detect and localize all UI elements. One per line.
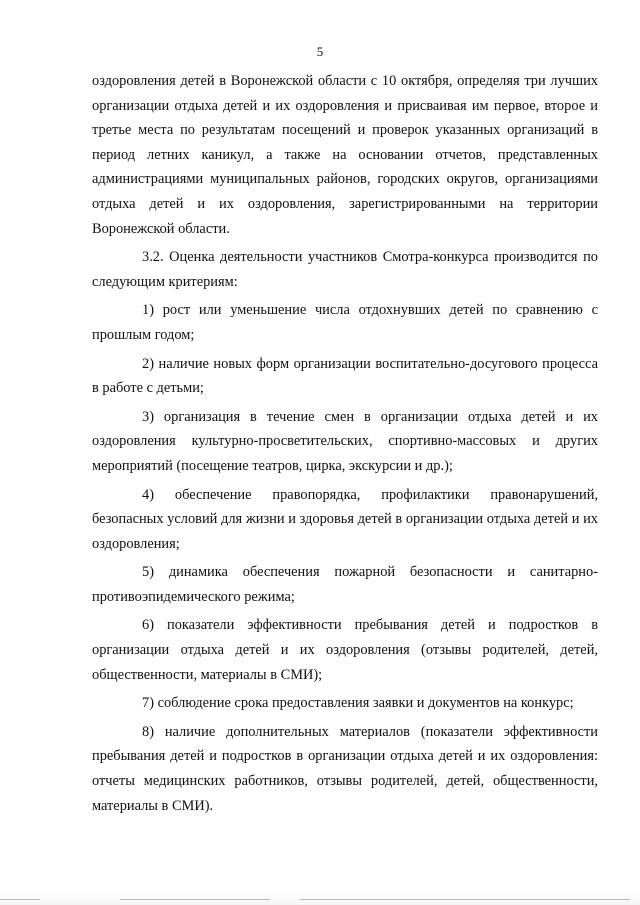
- page-number: 5: [316, 44, 324, 59]
- paragraph-continuation: оздоровления детей в Воронежской области с 10 октября, определяя три лучших организации отдыха детей и их оздоровления и присваивая им первое, второе и третье места по результатам посещений и проверок указанных организаций в период летних каникул, а также на основании отчетов, представленных администрациями муниципальных районов, городских округов, организациями отдыха детей и их оздоровления, зарегистрированными на территории Воронежской области.: [92, 73, 598, 237]
- criterion-item-7: 7) соблюдение срока предоставления заявки и документов на конкурс;: [142, 695, 574, 712]
- criterion-item-8: 8) наличие дополнительных материалов (показатели эффективности пребывания детей и подростков в организации отдыха детей и их оздоровления: отчеты медицинских работников, отзывы родителей, детей, общественности, материалы в СМИ).: [92, 723, 598, 814]
- scan-artifact-line: [0, 899, 40, 900]
- criterion-item-3: 3) организация в течение смен в организации отдыха детей и их оздоровления культурно-просветительских, спортивно-массовых и других мероприятий (посещение театров, цирка, экскурсии и др.);: [92, 408, 598, 474]
- criterion-item-4: 4) обеспечение правопорядка, профилактики правонарушений, безопасных условий для жизни и здоровья детей в организации отдыха детей и их оздоровления;: [92, 486, 598, 552]
- criterion-item-2: 2) наличие новых форм организации воспитательно-досугового процесса в работе с детьми;: [92, 355, 598, 397]
- criterion-item-6: 6) показатели эффективности пребывания детей и подростков в организации отдыха детей и их оздоровления (отзывы родителей, детей, общественности, материалы в СМИ);: [92, 617, 598, 683]
- scan-artifact-line: [300, 899, 630, 900]
- criterion-item-5: 5) динамика обеспечения пожарной безопасности и санитарно-противоэпидемического режима;: [92, 564, 598, 605]
- scan-artifact-line: [120, 899, 270, 900]
- paragraph-section-3-2: 3.2. Оценка деятельности участников Смотра-конкурса производится по следующим критериям:: [92, 249, 598, 290]
- criterion-item-1: 1) рост или уменьшение числа отдохнувших детей по сравнению с прошлым годом;: [92, 302, 598, 343]
- document-body: [92, 69, 598, 822]
